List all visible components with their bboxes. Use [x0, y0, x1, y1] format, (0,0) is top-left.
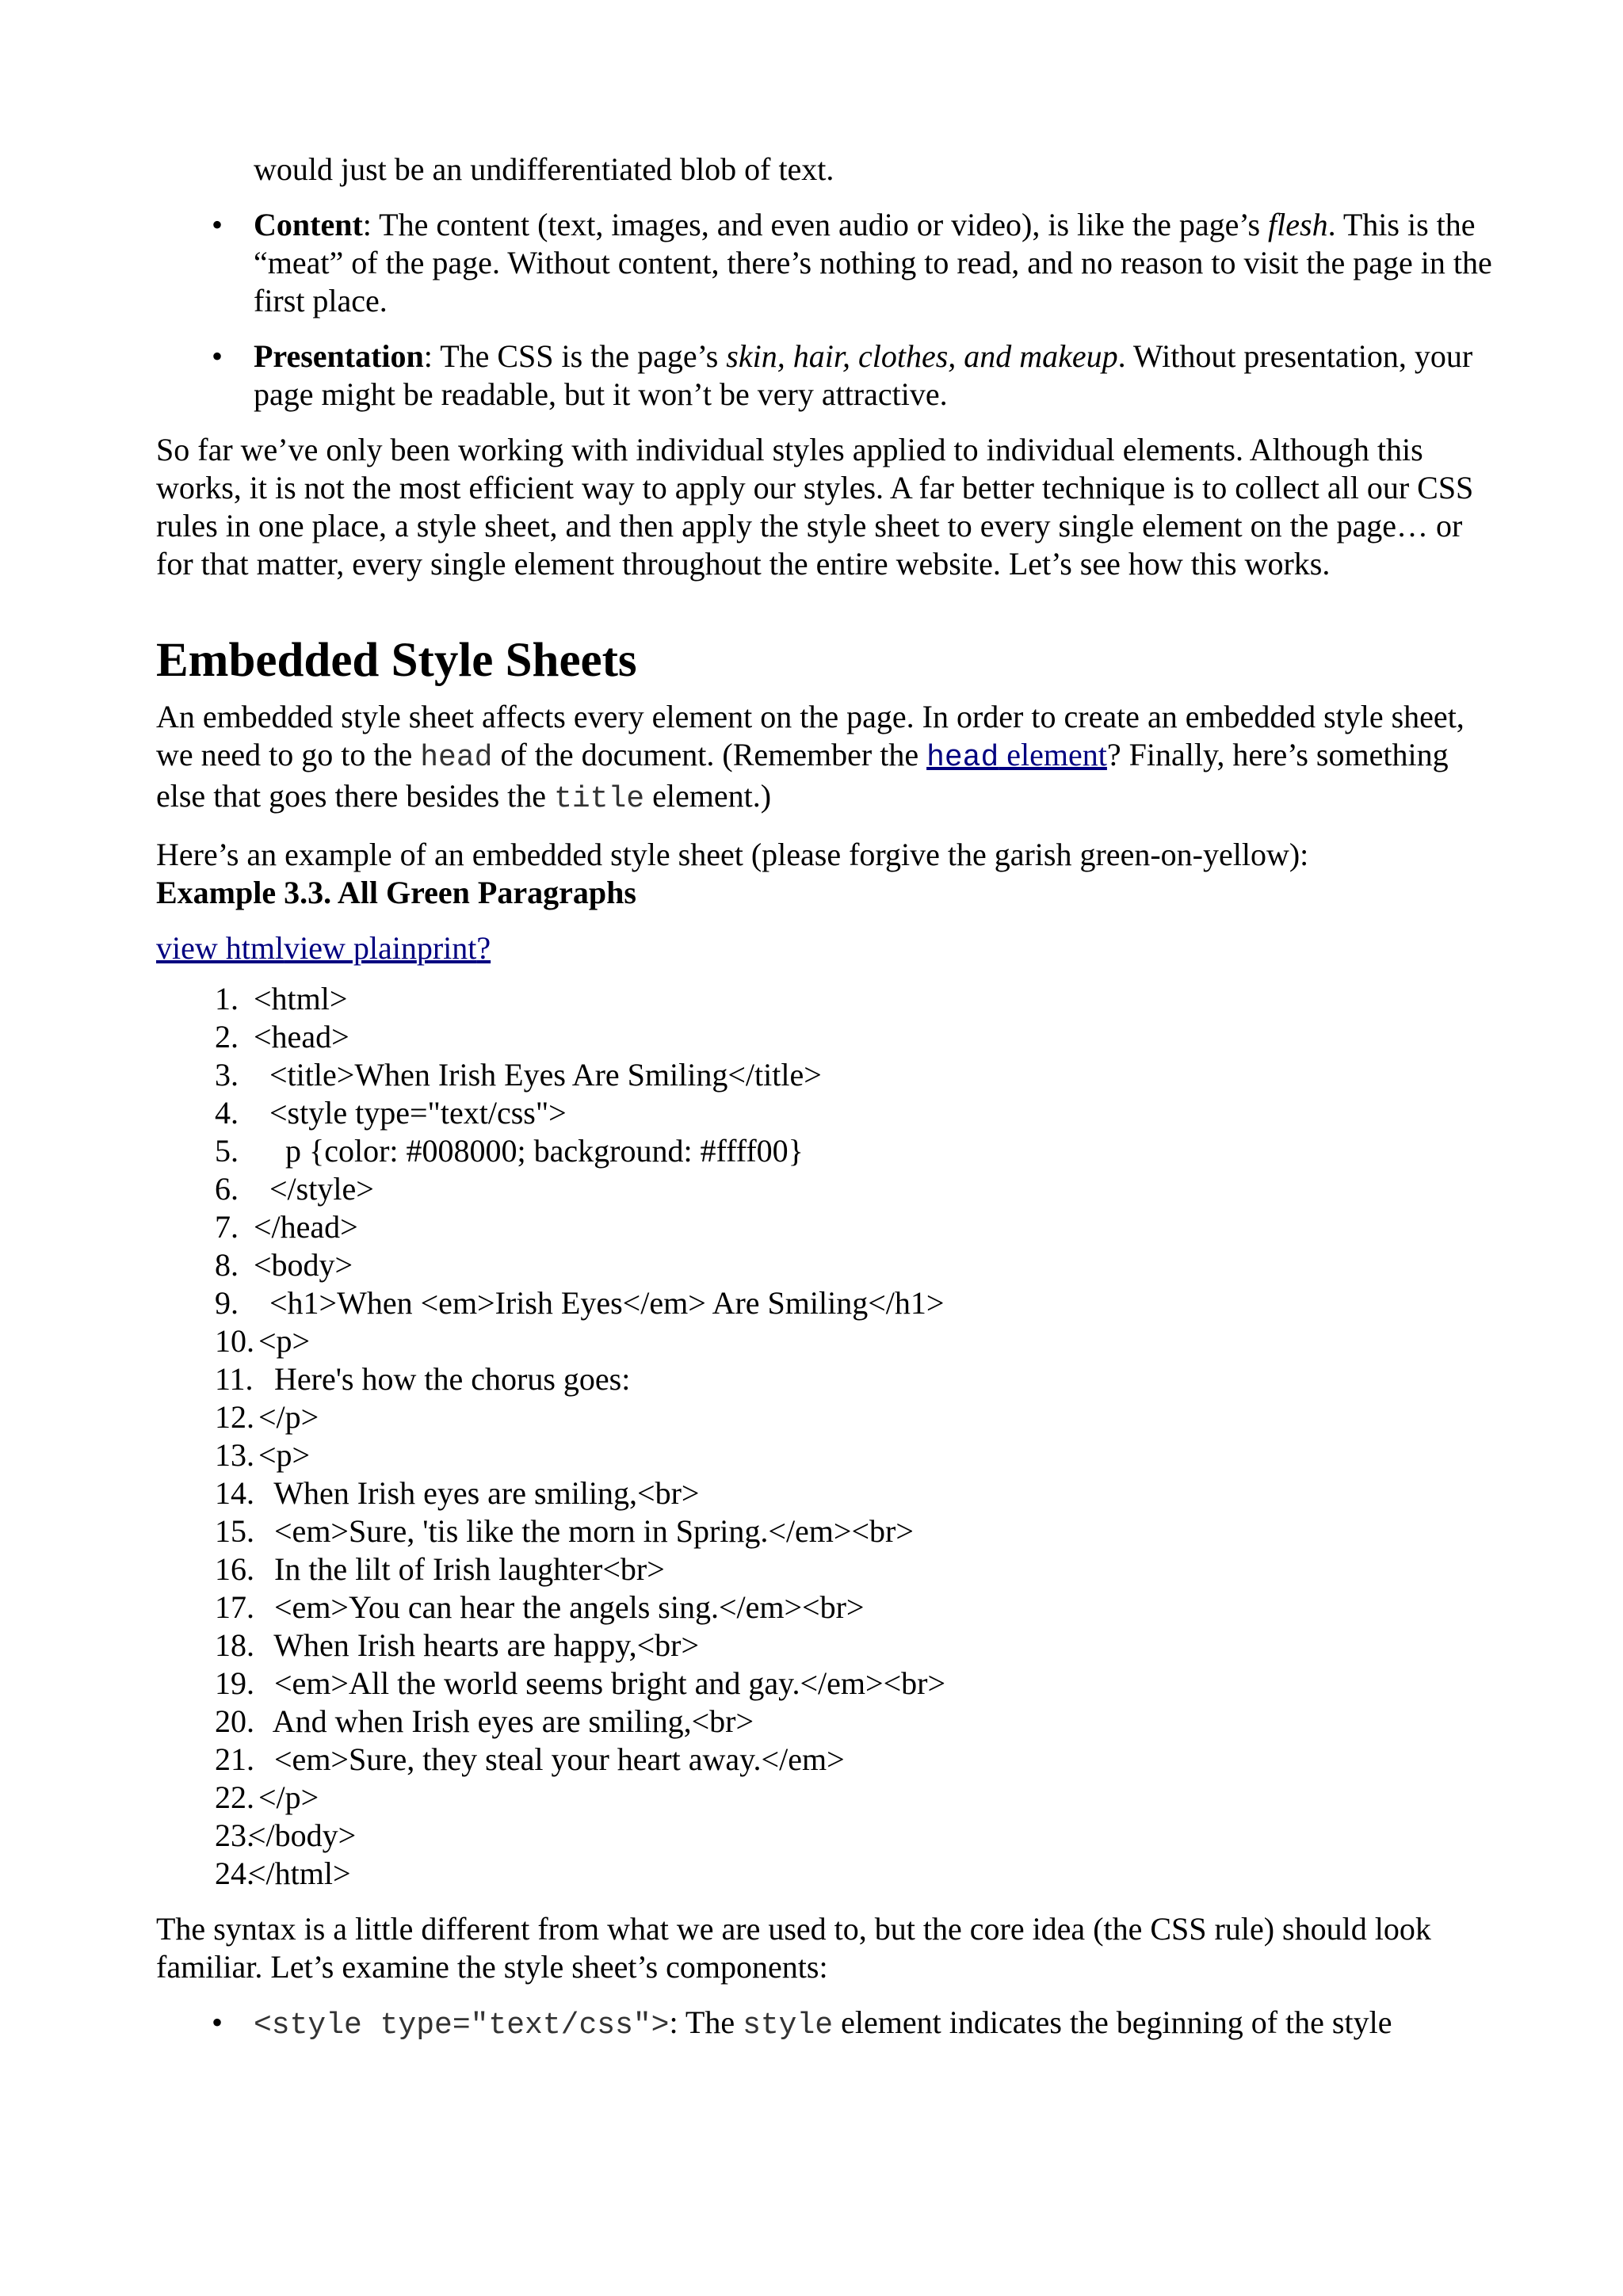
code-line-number: 14.: [215, 1475, 254, 1511]
inline-code-style: style: [743, 2008, 834, 2042]
code-listing: [156, 980, 1503, 1893]
code-line: [156, 1589, 1503, 1627]
text-run: An embedded style sheet affects every element on the page. In order to create an embedded style sheet, we need to go to the: [156, 699, 1465, 772]
bullet-text: : The: [669, 2004, 743, 2040]
code-line-number: 6.: [215, 1171, 239, 1207]
code-line-text: In the lilt of Irish laughter<br>: [258, 1551, 665, 1587]
code-line-number: 11.: [215, 1361, 254, 1397]
code-line-text: </style>: [254, 1171, 374, 1207]
code-line-text: <html>: [254, 981, 348, 1016]
code-line-number: 12.: [215, 1399, 254, 1435]
code-toolbar: [156, 929, 1503, 967]
code-line-number: 1.: [215, 981, 239, 1016]
code-line-number: 23.: [215, 1817, 254, 1853]
bullet-emphasis: skin, hair, clothes, and makeup: [726, 338, 1118, 374]
link-text: element: [999, 737, 1107, 772]
view-plain-link[interactable]: view plain: [284, 930, 417, 966]
code-line: [156, 1665, 1503, 1703]
section-heading: Embedded Style Sheets: [156, 634, 637, 687]
code-line-text: <p>: [258, 1323, 311, 1359]
bullet-text: element indicates the beginning of the style: [833, 2004, 1392, 2040]
code-line: [156, 1512, 1503, 1550]
code-line-text: <em>Sure, 'tis like the morn in Spring.</em><br>: [258, 1513, 914, 1549]
code-line-text: <h1>When <em>Irish Eyes</em> Are Smiling</h1>: [254, 1285, 945, 1321]
bullet-text: . This is the “meat” of the page. Without content, there’s nothing to read, and no reason to visit the page in the first place.: [254, 207, 1492, 318]
link-code: head: [926, 741, 999, 775]
text-run: ? Finally, here’s something else that goes there besides the: [156, 737, 1449, 814]
code-line: [156, 1284, 1503, 1322]
code-line: [156, 1703, 1503, 1741]
code-line: [156, 1550, 1503, 1589]
bullet-term: Presentation: [254, 338, 424, 374]
bullet-style-tag: [156, 2004, 1503, 2045]
embedded-paragraph: [156, 698, 1503, 818]
code-line-text: When Irish hearts are happy,<br>: [258, 1627, 700, 1663]
bullet-content: [156, 206, 1503, 320]
code-line: [156, 1208, 1503, 1246]
code-line-number: 18.: [215, 1627, 254, 1663]
code-line: [156, 1056, 1503, 1094]
intro-continuation: would just be an undifferentiated blob of text.: [254, 151, 834, 187]
code-line-number: 15.: [215, 1513, 254, 1549]
code-line-number: 2.: [215, 1019, 239, 1055]
bullet-term: Content: [254, 207, 363, 242]
code-line-text: When Irish eyes are smiling,<br>: [258, 1475, 700, 1511]
code-line-number: 8.: [215, 1247, 239, 1283]
intro-paragraph: So far we’ve only been working with individual styles applied to individual elements. Although this works, it is not the most efficient way to apply our styles. A far better technique is to collect all our CSS rules in one place, a style sheet, and then apply the style sheet to every single element on the page… or for that matter, every single element throughout the entire website. Let’s see how this works.: [156, 432, 1474, 582]
code-line: [156, 1627, 1503, 1665]
code-line: [156, 1817, 1503, 1855]
code-line-number: 16.: [215, 1551, 254, 1587]
head-element-link[interactable]: [926, 737, 1107, 775]
code-line: [156, 1741, 1503, 1779]
code-line-text: </html>: [248, 1855, 351, 1891]
code-line-text: </p>: [258, 1399, 319, 1435]
code-line-number: 7.: [215, 1209, 239, 1245]
code-line-number: 9.: [215, 1285, 239, 1321]
bullet-text: : The content (text, images, and even audio or video), is like the page’s: [362, 207, 1269, 242]
code-line-text: <p>: [258, 1437, 311, 1473]
syntax-paragraph: The syntax is a little different from what we are used to, but the core idea (the CSS rule) should look familiar. Let’s examine the style sheet’s components:: [156, 1911, 1431, 1985]
code-line-text: <style type="text/css">: [254, 1095, 567, 1131]
inline-code-title: title: [554, 782, 645, 816]
help-link[interactable]: ?: [476, 930, 491, 966]
bullet-emphasis: flesh: [1268, 207, 1328, 242]
text-run: of the document. (Remember the: [492, 737, 927, 772]
code-line: [156, 980, 1503, 1018]
code-line-number: 19.: [215, 1665, 254, 1701]
inline-code-style-tag: <style type="text/css">: [254, 2008, 670, 2042]
code-line-text: <body>: [254, 1247, 353, 1283]
code-line-number: 24.: [215, 1855, 254, 1891]
code-line: [156, 1360, 1503, 1398]
code-line: [156, 1474, 1503, 1512]
code-line-text: And when Irish eyes are smiling,<br>: [258, 1703, 754, 1739]
code-line: [156, 1322, 1503, 1360]
code-line-number: 10.: [215, 1323, 254, 1359]
code-line-text: <em>You can hear the angels sing.</em><br>: [258, 1589, 865, 1625]
code-line: [156, 1132, 1503, 1170]
code-line: [156, 1398, 1503, 1436]
code-line-text: </body>: [248, 1817, 357, 1853]
code-line-number: 13.: [215, 1437, 254, 1473]
code-line: [156, 1018, 1503, 1056]
code-line-number: 21.: [215, 1741, 254, 1777]
code-line-number: 5.: [215, 1133, 239, 1169]
code-line-text: <em>Sure, they steal your heart away.</em>: [258, 1741, 845, 1777]
code-line: [156, 1855, 1503, 1893]
print-link[interactable]: print: [416, 930, 477, 966]
code-line-text: <em>All the world seems bright and gay.</em><br>: [258, 1665, 946, 1701]
code-line: [156, 1094, 1503, 1132]
code-line-text: p {color: #008000; background: #ffff00}: [254, 1133, 804, 1169]
bullet-text: : The CSS is the page’s: [423, 338, 727, 374]
bottom-bullet-list: [156, 2004, 1503, 2045]
code-line-text: </p>: [258, 1779, 319, 1815]
view-html-link[interactable]: view html: [156, 930, 285, 966]
code-line-number: 3.: [215, 1057, 239, 1093]
code-line: [156, 1436, 1503, 1474]
code-line-text: Here's how the chorus goes:: [258, 1361, 631, 1397]
top-bullet-list: [156, 206, 1503, 414]
code-line: [156, 1246, 1503, 1284]
code-line-text: <title>When Irish Eyes Are Smiling</title>: [254, 1057, 822, 1093]
example-title: Example 3.3. All Green Paragraphs: [156, 875, 636, 910]
bullet-text: . Without presentation, your page might be readable, but it won’t be very attractive.: [254, 338, 1473, 412]
code-line-number: 20.: [215, 1703, 254, 1739]
bullet-presentation: [156, 338, 1503, 414]
document-page: [156, 151, 1503, 2045]
code-line-text: </head>: [254, 1209, 358, 1245]
code-line-text: <head>: [254, 1019, 349, 1055]
text-run: element.): [644, 778, 772, 814]
code-line-number: 17.: [215, 1589, 254, 1625]
code-line-number: 22.: [215, 1779, 254, 1815]
example-intro: Here’s an example of an embedded style sheet (please forgive the garish green-on-yellow):: [156, 837, 1309, 872]
code-line: [156, 1170, 1503, 1208]
code-line-number: 4.: [215, 1095, 239, 1131]
code-line: [156, 1779, 1503, 1817]
inline-code-head: head: [420, 741, 493, 775]
